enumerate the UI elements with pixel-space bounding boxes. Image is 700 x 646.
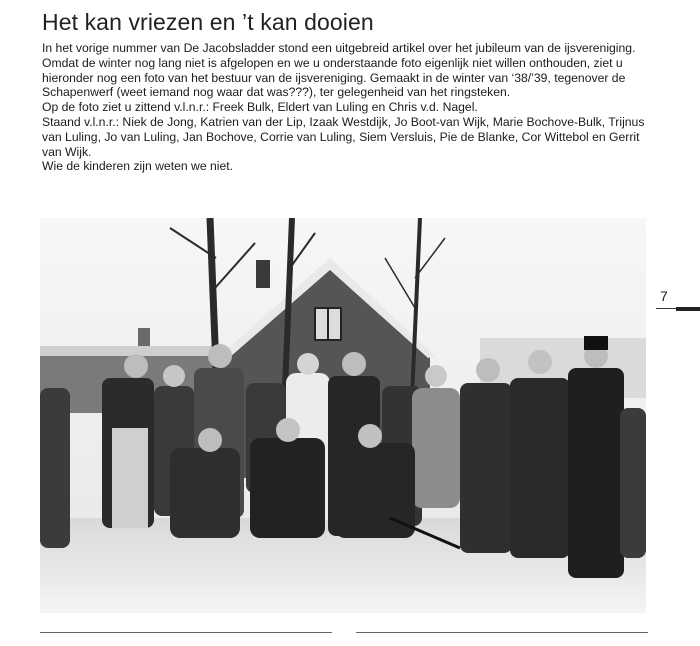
group-photo-illustration [40, 218, 646, 613]
page-marker-bar [676, 307, 700, 311]
article-intro: In het vorige nummer van De Jacobsladder stond een uitgebreid artikel over het jubileum van de ijsvereniging. Omdat de winter nog lang niet is afgelopen en we u onderstaande foto eigenlijk niet willen onthouden, ziet u hieronder nog een foto van het bestuur van de ijsvereniging. Gemaakt in de winter van ‘38/’39, tegenover de Schapenwerf (weet iemand nog waar dat was???), ter gelegenheid van het ringsteken. [42, 41, 636, 100]
bottom-rule-left [40, 632, 332, 633]
page-marker [656, 307, 700, 311]
article-body [42, 41, 657, 174]
caption-standing: Staand v.l.n.r.: Niek de Jong, Katrien van der Lip, Izaak Westdijk, Jo Boot-van Wijk, Marie Bochove-Bulk, Trijnus van Luling, Jo van Luling, Jan Bochove, Corrie van Luling, Siem Versluis, Pie de Blanke, Cor Wittebol en Gerrit van Wijk. [42, 114, 645, 159]
caption-children: Wie de kinderen zijn weten we niet. [42, 159, 234, 174]
caption-seated: Op de foto ziet u zittend v.l.n.r.: Freek Bulk, Eldert van Luling en Chris v.d. Nagel. [42, 100, 478, 115]
article-title: Het kan vriezen en ’t kan dooien [42, 9, 374, 35]
page-number: 7 [660, 288, 668, 304]
group-photo [40, 218, 646, 613]
bottom-rule-right [356, 632, 648, 633]
page-marker-line [656, 308, 676, 309]
